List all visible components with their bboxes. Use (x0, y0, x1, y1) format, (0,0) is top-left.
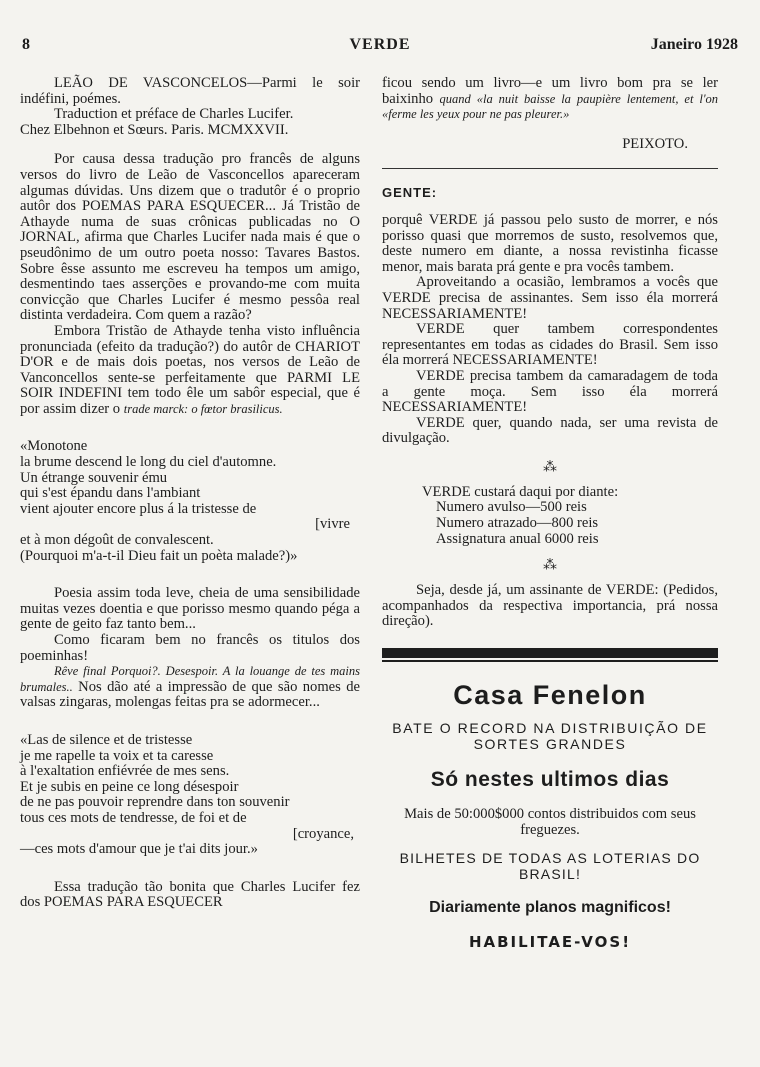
review-paragraph: Poesia assim toda leve, cheia de uma sensibilidade muitas vezes doentia e que porisso mesmo quando péga a gente de geito faz tanto bem... (20, 585, 360, 633)
review-paragraph: Por causa dessa tradução pro francês de alguns versos do livro de Leão de Vasconcellos apareceram algumas dúvidas. Uns dizem que o tradutôr é o proprio autôr dos POEMAS PARA ESQUECER... Já Tristão de Athayde numa de suas crônicas publicadas no O JORNAL, afirma que Charles Lucifer nada mais é que o pseudônimo de um outro poeta nosso: Tavares Bastos. Sobre êsse assunto me escreveu ha tempos um amigo, desmentindo taes asserções e provando-me com muita convicção que Charles Lucifer é mesmo pessôa real distinta verdadeira. Com quem a razão? (20, 151, 360, 324)
price-item: Numero avulso—500 reis (436, 499, 587, 516)
left-column (20, 76, 360, 911)
ad-tickets: BILHETES DE TODAS AS LOTERIAS DO BRASIL! (399, 850, 701, 883)
poem-quote (20, 733, 360, 858)
poem-line: Un étrange souvenir ému (20, 469, 168, 486)
price-item: Assignatura anual 6000 reis (436, 530, 599, 547)
price-item: Numero atrazado—800 reis (436, 515, 599, 532)
review-paragraph: ficou sendo um livro—e um livro bom pra se ler baixinho quand «la nuit baisse la paupière lentement, et l'on «ferme les yeux pour ne pas pleurer.» (382, 75, 718, 122)
poem-line: et à mon dégoût de convalescent. (20, 532, 214, 549)
notice-paragraph: VERDE precisa tambem da camaradagem de toda a gente moça. Sem isso éla morrerá NECESSARIAMENTE! (382, 367, 718, 416)
price-intro: VERDE custará daqui por diante: (422, 483, 619, 500)
poem-line: à l'exaltation enfiévrée de mes sens. (20, 763, 230, 780)
notice-paragraph: VERDE quer, quando nada, ser uma revista de divulgação. (382, 414, 718, 447)
ad-border-line (382, 660, 718, 662)
price-list (382, 485, 718, 547)
ad-closing: HABILITAE-VOS! (468, 933, 632, 952)
review-paragraph: Como ficaram bem no francês os titulos dos poeminhas! (20, 632, 360, 664)
review-paragraph: Essa tradução tão bonita que Charles Lucifer fez dos POEMAS PARA ESQUECER (20, 878, 360, 911)
ad-border-top (382, 648, 718, 658)
notice-paragraph: VERDE quer tambem correspondentes representantes em todas as cidades do Brasil. Sem isso éla morrerá NECESSARIAMENTE! (382, 321, 718, 369)
citation-line: LEÃO DE VASCONCELOS—Parmi le soir indéfini, poémes. (20, 75, 360, 107)
poem-line: «Las de silence et de tristesse (20, 731, 193, 748)
issue-date: Janeiro 1928 (650, 36, 738, 53)
page-number: 8 (22, 36, 30, 53)
poem-line: de ne pas pouvoir reprendre dans ton souvenir (20, 794, 290, 811)
ornament-stars: ⁂ (543, 459, 557, 475)
poem-line: [vivre (315, 516, 350, 533)
poem-line: je me rapelle ta voix et ta caresse (20, 747, 214, 764)
ad-distributed: Mais de 50:000$000 contos distribuidos com seus freguezes. (404, 806, 696, 839)
poem-line: vient ajouter encore plus á la tristesse de (20, 500, 257, 517)
poem-line: tous ces mots de tendresse, de foi et de (20, 809, 247, 826)
poem-line: (Pourquoi m'a-t-il Dieu fait un poèta malade?)» (20, 547, 298, 564)
publication-title: VERDE (349, 36, 411, 53)
ad-title: Casa Fenelon (453, 680, 647, 711)
poem-line: Et je subis en peine ce long désespoir (20, 778, 239, 795)
poem-line: qui s'est épandu dans l'ambiant (20, 485, 201, 502)
poem-line: [croyance, (292, 825, 354, 842)
page-header (22, 36, 738, 60)
poem-line: la brume descend le long du ciel d'automne. (20, 454, 277, 471)
italic-phrase: quand «la nuit baisse la paupière lentement, et l'on «ferme les yeux pour ne pas pleurer.» (382, 91, 718, 122)
poem-line: —ces mots d'amour que je t'ai dits jour.» (20, 841, 258, 858)
italic-phrase: trade marck: o fœtor brasilicus. (123, 401, 283, 416)
subscribe-notice: Seja, desde já, um assinante de VERDE: (Pedidos, acompanhados da respectiva importancia, prá nossa direção). (382, 582, 718, 630)
italic-titles: Rêve final Porquoi?. Desespoir. A la louange de tes mains brumales.. (20, 664, 360, 694)
notice-paragraph: porquê VERDE já passou pelo susto de morrer, e nós porisso quasi que morremos de susto, resolvemos que, deste numero em diante, a nossa revistinha ficasse menor, mais barata prá gente e pra vocês tambem. (382, 211, 718, 275)
review-paragraph: Rêve final Porquoi?. Desespoir. A la louange de tes mains brumales.. Nos dão até a impressão de que são nomes de valsas zingaras, molengas feitas pra se adormecer... (20, 664, 360, 711)
ad-subtitle: BATE O RECORD NA DISTRIBUIÇÃO DE SORTES GRANDES (392, 720, 708, 753)
advertisement (382, 648, 718, 952)
author-signature: PEIXOTO. (622, 135, 688, 152)
ad-daily: Diariamente planos magnificos! (429, 899, 671, 917)
book-citation (20, 76, 360, 138)
section-title: GENTE: (382, 185, 438, 201)
ad-headline: Só nestes ultimos dias (430, 768, 670, 792)
citation-line: Traduction et préface de Charles Lucifer. (54, 106, 294, 123)
citation-line: Chez Elbehnon et Sœurs. Paris. MCMXXVII. (20, 121, 289, 138)
notice-paragraph: Aproveitando a ocasião, lembramos a vocês que VERDE precisa de assinantes. Sem isso éla morrerá NECESSARIAMENTE! (382, 274, 718, 322)
poem-quote (20, 439, 360, 564)
right-column (382, 76, 718, 952)
poem-line: «Monotone (20, 438, 88, 455)
ornament-stars: ⁂ (543, 558, 557, 574)
review-paragraph: Embora Tristão de Athayde tenha visto influência pronunciada (efeito da tradução?) do autôr de CHARIOT D'OR e de mais dois poetas, nos versos de Leão de Vanconcellos sente-se perfeitamente que PARMI LE SOIR INDEFINI tem todo êle um sabôr especial, que é por assim dizer o trade marck: o fœtor brasilicus. (20, 322, 360, 417)
